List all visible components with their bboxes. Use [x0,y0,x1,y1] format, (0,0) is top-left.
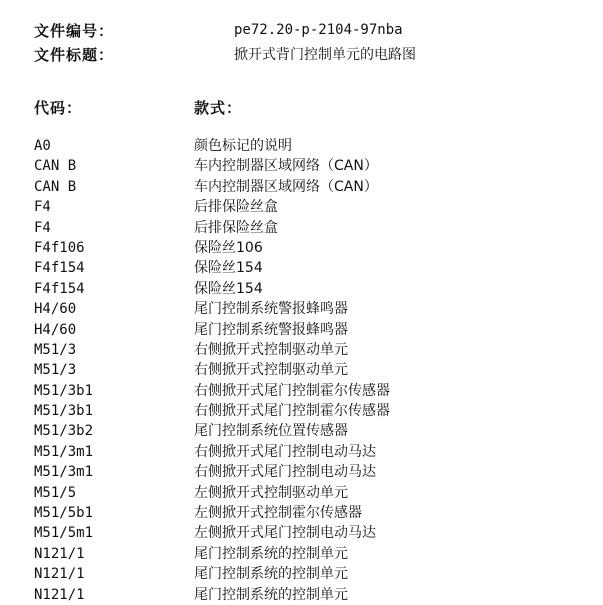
doc-title-value: 掀开式背门控制单元的电路图 [234,47,416,63]
component-description: 右侧掀开式控制驱动单元 [194,341,348,358]
doc-number-row [34,19,403,41]
component-description: 右侧掀开式尾门控制电动马达 [194,464,376,481]
component-list [0,136,603,605]
doc-number-label: 文件编号： [34,21,115,40]
component-code: A0 [34,138,51,154]
list-item [0,177,603,197]
component-code: M51/5b1 [34,505,94,522]
style-column-header: 款式： [194,99,243,117]
list-item [0,156,603,176]
component-description: 后排保险丝盒 [194,219,278,236]
component-description: 尾门控制系统警报蜂鸣器 [194,321,348,338]
component-code: M51/3m1 [34,443,94,460]
component-code: M51/3b1 [34,382,94,399]
list-item [0,136,603,156]
component-description: 尾门控制系统的控制单元 [194,545,348,562]
component-description: 右侧掀开式尾门控制电动马达 [194,443,376,460]
doc-title-label: 文件标题： [34,45,115,64]
component-code: M51/3b1 [34,403,94,420]
component-code: F4f154 [34,260,85,277]
list-item [0,483,603,503]
component-code: M51/5m1 [34,525,94,542]
list-item [0,299,603,319]
component-code: M51/3b2 [34,423,94,440]
list-item [0,320,603,340]
component-code: M51/3m1 [34,464,94,481]
list-item [0,421,603,441]
component-description: 后排保险丝盒 [194,199,278,216]
list-item [0,401,603,421]
component-description: 保险丝154 [194,280,263,297]
doc-title-row [34,43,416,65]
list-item [0,585,603,605]
list-item [0,360,603,380]
component-code: M51/5 [34,484,77,501]
code-column-header: 代码： [34,99,83,117]
component-code: H4/60 [34,301,77,318]
component-code: CAN B [34,158,77,175]
component-description: 车内控制器区域网络（CAN） [194,178,378,195]
component-description: 右侧掀开式控制驱动单元 [194,362,348,379]
component-code: M51/3 [34,341,77,358]
list-item [0,564,603,584]
component-code: F4f106 [34,239,85,256]
list-item [0,340,603,360]
component-code: CAN B [34,178,77,195]
component-description: 右侧掀开式尾门控制霍尔传感器 [194,403,390,420]
component-description: 尾门控制系统警报蜂鸣器 [194,301,348,318]
component-code: F4 [34,219,51,236]
list-item [0,218,603,238]
component-code: N121/1 [34,545,85,562]
component-description: 颜色标记的说明 [194,138,292,154]
list-item [0,544,603,564]
component-description: 左侧掀开式尾门控制电动马达 [194,525,376,542]
list-item [0,238,603,258]
component-description: 尾门控制系统位置传感器 [194,423,348,440]
component-code: M51/3 [34,362,77,379]
component-description: 尾门控制系统的控制单元 [194,566,348,583]
list-item [0,279,603,299]
component-description: 尾门控制系统的控制单元 [194,586,348,603]
component-description: 右侧掀开式尾门控制霍尔传感器 [194,382,390,399]
list-item [0,462,603,482]
component-description: 车内控制器区域网络（CAN） [194,158,378,175]
component-code: F4f154 [34,280,85,297]
list-item [0,442,603,462]
component-description: 左侧掀开式控制驱动单元 [194,484,348,501]
component-code: F4 [34,199,51,216]
component-code: H4/60 [34,321,77,338]
component-description: 保险丝154 [194,260,263,277]
list-item [0,503,603,523]
component-description: 保险丝106 [194,239,263,256]
component-code: N121/1 [34,586,85,603]
component-code: N121/1 [34,566,85,583]
component-description: 左侧掀开式控制霍尔传感器 [194,505,362,522]
list-item [0,381,603,401]
list-item [0,197,603,217]
doc-number-value: pe72.20-p-2104-97nba [234,22,403,38]
list-item [0,523,603,543]
list-item [0,258,603,278]
